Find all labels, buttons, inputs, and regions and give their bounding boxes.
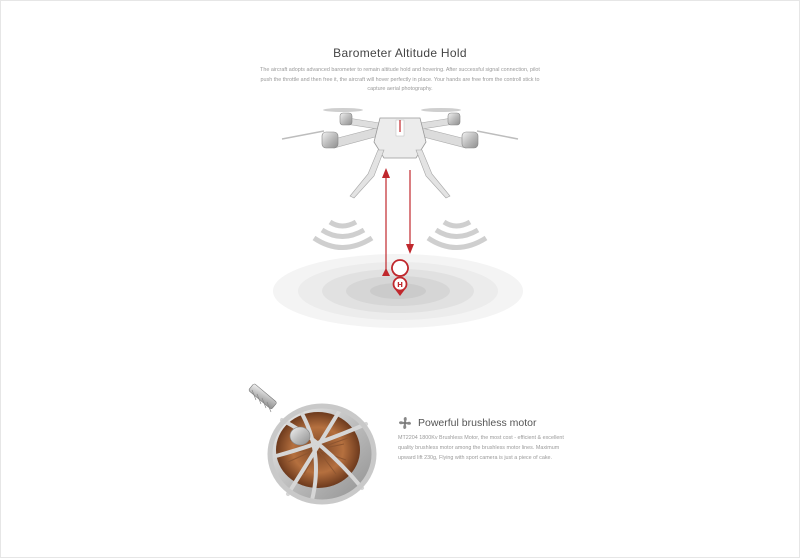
sonar-right-icon (428, 222, 486, 248)
altitude-title: Barometer Altitude Hold (333, 46, 467, 60)
drone-image (282, 108, 518, 198)
motor-description: MT2204 1800Kv Brushless Motor, the most cost - efficient & excellent quality brushless motor among the brushless motor lines. Maximum upward lift 230g, Flying with sport camera is just a piece of cake. (398, 435, 564, 461)
brushless-motor-image (248, 383, 374, 502)
motor-header (398, 416, 536, 430)
altitude-description: The aircraft adopts advanced barometer to remain altitude hold and hovering. After successful signal connection, pilot push the throttle and then free it, the aircraft will hover perfectly in place. Your hands are free from the controll stick to capture aerial photography. (260, 67, 540, 92)
motor-title: Powerful brushless motor (418, 417, 537, 429)
home-marker-letter: H (397, 281, 403, 289)
fan-icon (398, 416, 412, 430)
sonar-left-icon (314, 222, 372, 248)
